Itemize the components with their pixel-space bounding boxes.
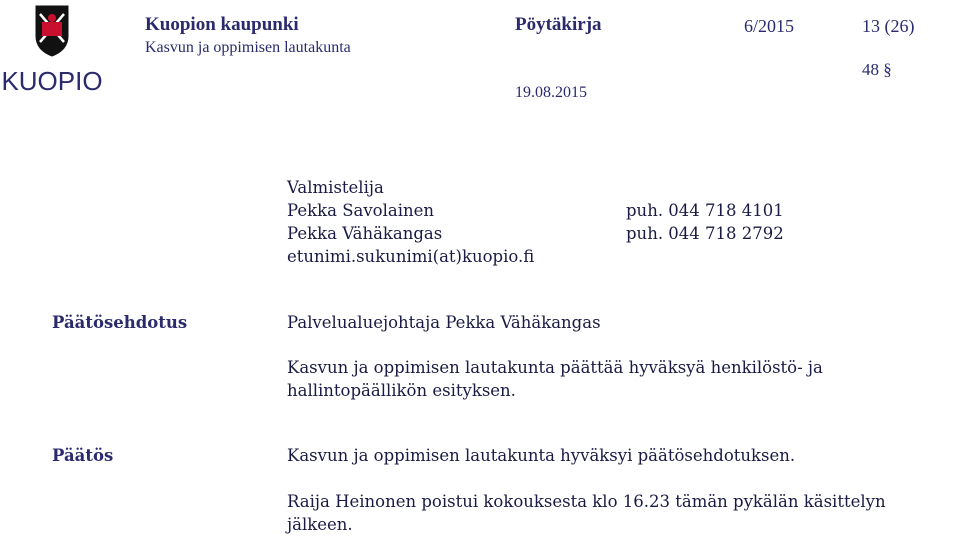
proposal-label: Päätösehdotus bbox=[52, 313, 188, 332]
proposal-text: Kasvun ja oppimisen lautakunta päättää hyväksyä henkilöstö- ja hallintopäällikön esityksen. bbox=[287, 358, 823, 400]
preparer-email: etunimi.sukunimi(at)kuopio.fi bbox=[287, 247, 535, 266]
decision-label: Päätös bbox=[52, 446, 114, 465]
section-number: 48 § bbox=[862, 60, 892, 79]
decision-note: Raija Heinonen poistui kokouksesta klo 16.23 tämän pykälän käsittelyn jälkeen. bbox=[287, 492, 886, 534]
document-number: 6/2015 bbox=[744, 16, 795, 36]
organization-name: Kuopion kaupunki bbox=[145, 14, 299, 35]
meeting-date: 19.08.2015 bbox=[515, 84, 587, 101]
kuopio-logo bbox=[2, 2, 102, 98]
preparer-phone-1: puh. 044 718 4101 bbox=[626, 201, 784, 220]
preparer-title: Valmistelija bbox=[287, 178, 384, 197]
preparer-name-1: Pekka Savolainen bbox=[287, 201, 435, 220]
preparer-name-2: Pekka Vähäkangas bbox=[287, 224, 443, 243]
page-number: 13 (26) bbox=[862, 16, 915, 36]
decision-text: Kasvun ja oppimisen lautakunta hyväksyi päätösehdotuksen. bbox=[287, 446, 796, 465]
proposal-author: Palvelualuejohtaja Pekka Vähäkangas bbox=[287, 313, 601, 332]
logo-wordmark: KUOPIO bbox=[2, 66, 102, 96]
coat-of-arms-icon bbox=[2, 2, 102, 98]
document-type: Pöytäkirja bbox=[515, 14, 602, 35]
preparer-phone-2: puh. 044 718 2792 bbox=[626, 224, 784, 243]
department-name: Kasvun ja oppimisen lautakunta bbox=[145, 39, 351, 56]
